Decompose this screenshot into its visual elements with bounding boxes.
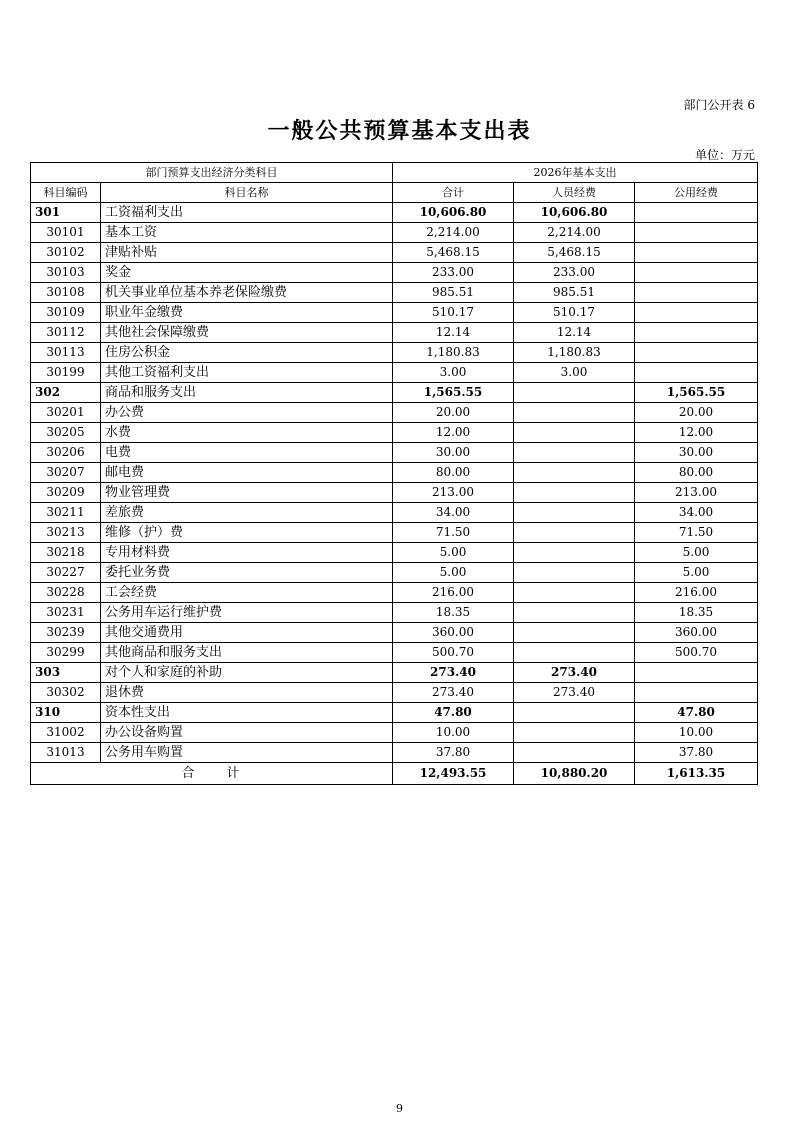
cell-total: 216.00 [393,583,514,603]
cell-public: 216.00 [635,583,758,603]
cell-personnel [514,443,635,463]
table-row [31,603,758,623]
cell-name: 邮电费 [101,463,393,483]
cell-public [635,263,758,283]
table-row [31,723,758,743]
cell-name: 其他社会保障缴费 [101,323,393,343]
cell-code: 30199 [31,363,101,383]
cell-total: 233.00 [393,263,514,283]
header-group-left: 部门预算支出经济分类科目 [31,163,393,183]
header-code: 科目编码 [31,183,101,203]
cell-total: 47.80 [393,703,514,723]
cell-code: 30113 [31,343,101,363]
header-name: 科目名称 [101,183,393,203]
cell-public: 34.00 [635,503,758,523]
cell-public: 213.00 [635,483,758,503]
table-row [31,503,758,523]
cell-total: 12.00 [393,423,514,443]
table-row [31,443,758,463]
table-row [31,563,758,583]
table-row [31,343,758,363]
cell-code: 30209 [31,483,101,503]
cell-code: 30239 [31,623,101,643]
cell-total: 273.40 [393,663,514,683]
cell-public: 47.80 [635,703,758,723]
cell-code: 30218 [31,543,101,563]
table-row [31,423,758,443]
cell-code: 30103 [31,263,101,283]
category-row [31,383,758,403]
cell-total: 10.00 [393,723,514,743]
table-body [31,163,758,785]
cell-code: 31013 [31,743,101,763]
cell-public: 500.70 [635,643,758,663]
cell-name: 奖金 [101,263,393,283]
cell-total: 213.00 [393,483,514,503]
cell-name: 差旅费 [101,503,393,523]
cell-name: 专用材料费 [101,543,393,563]
cell-code: 30227 [31,563,101,583]
cell-personnel [514,383,635,403]
cell-total: 5.00 [393,563,514,583]
cell-personnel [514,643,635,663]
cell-personnel: 273.40 [514,663,635,683]
cell-public [635,243,758,263]
cell-total: 71.50 [393,523,514,543]
cell-personnel: 5,468.15 [514,243,635,263]
table-row [31,263,758,283]
header-public: 公用经费 [635,183,758,203]
cell-name: 职业年金缴费 [101,303,393,323]
cell-total: 2,214.00 [393,223,514,243]
cell-name: 水费 [101,423,393,443]
total-row [31,763,758,785]
cell-code: 30231 [31,603,101,623]
total-total: 12,493.55 [393,763,514,785]
cell-personnel [514,483,635,503]
cell-total: 985.51 [393,283,514,303]
table-row [31,323,758,343]
table-row [31,463,758,483]
cell-personnel [514,623,635,643]
category-row [31,663,758,683]
table-number: 部门公开表 6 [683,98,755,112]
header-group-right: 2026年基本支出 [393,163,758,183]
cell-public: 30.00 [635,443,758,463]
header-group-row [31,163,758,183]
cell-code: 30108 [31,283,101,303]
cell-public: 80.00 [635,463,758,483]
cell-personnel [514,403,635,423]
cell-personnel [514,463,635,483]
cell-public [635,323,758,343]
total-personnel: 10,880.20 [514,763,635,785]
table-row [31,483,758,503]
cell-personnel [514,603,635,623]
cell-total: 1,565.55 [393,383,514,403]
cell-code: 30101 [31,223,101,243]
cell-name: 机关事业单位基本养老保险缴费 [101,283,393,303]
cell-public [635,283,758,303]
cell-public [635,343,758,363]
cell-name: 商品和服务支出 [101,383,393,403]
cell-code: 302 [31,383,101,403]
cell-personnel: 2,214.00 [514,223,635,243]
cell-personnel [514,523,635,543]
cell-code: 31002 [31,723,101,743]
cell-personnel: 10,606.80 [514,203,635,223]
cell-name: 电费 [101,443,393,463]
cell-code: 30211 [31,503,101,523]
cell-total: 10,606.80 [393,203,514,223]
cell-code: 30201 [31,403,101,423]
cell-name: 对个人和家庭的补助 [101,663,393,683]
total-label: 合 计 [31,763,393,785]
cell-public: 20.00 [635,403,758,423]
cell-public [635,363,758,383]
cell-total: 5.00 [393,543,514,563]
cell-personnel: 273.40 [514,683,635,703]
cell-personnel: 233.00 [514,263,635,283]
cell-personnel [514,563,635,583]
cell-name: 维修（护）费 [101,523,393,543]
table-row [31,583,758,603]
cell-code: 30213 [31,523,101,543]
cell-name: 基本工资 [101,223,393,243]
cell-code: 30302 [31,683,101,703]
cell-name: 办公设备购置 [101,723,393,743]
cell-personnel: 12.14 [514,323,635,343]
cell-public: 360.00 [635,623,758,643]
cell-public: 18.35 [635,603,758,623]
cell-total: 30.00 [393,443,514,463]
cell-total: 3.00 [393,363,514,383]
header-personnel: 人员经费 [514,183,635,203]
cell-personnel [514,583,635,603]
cell-personnel [514,703,635,723]
budget-table [30,162,758,785]
table-row [31,303,758,323]
cell-total: 20.00 [393,403,514,423]
cell-public [635,683,758,703]
cell-total: 5,468.15 [393,243,514,263]
table-row [31,243,758,263]
cell-name: 工会经费 [101,583,393,603]
cell-code: 30112 [31,323,101,343]
cell-personnel [514,423,635,443]
cell-personnel: 3.00 [514,363,635,383]
category-row [31,703,758,723]
table-row [31,283,758,303]
cell-name: 委托业务费 [101,563,393,583]
cell-name: 公务用车运行维护费 [101,603,393,623]
cell-name: 住房公积金 [101,343,393,363]
cell-code: 30205 [31,423,101,443]
cell-code: 303 [31,663,101,683]
cell-code: 301 [31,203,101,223]
table-row [31,363,758,383]
cell-total: 273.40 [393,683,514,703]
cell-name: 其他交通费用 [101,623,393,643]
cell-personnel [514,743,635,763]
cell-total: 80.00 [393,463,514,483]
cell-public: 5.00 [635,563,758,583]
cell-total: 510.17 [393,303,514,323]
cell-total: 360.00 [393,623,514,643]
cell-public [635,303,758,323]
table-row [31,523,758,543]
table-row [31,543,758,563]
table-row [31,643,758,663]
cell-name: 物业管理费 [101,483,393,503]
page-number: 9 [396,1102,403,1115]
cell-code: 30206 [31,443,101,463]
cell-personnel: 510.17 [514,303,635,323]
cell-code: 30109 [31,303,101,323]
unit-label: 单位：万元 [694,148,755,162]
cell-public: 10.00 [635,723,758,743]
cell-name: 其他商品和服务支出 [101,643,393,663]
header-total: 合计 [393,183,514,203]
cell-public: 37.80 [635,743,758,763]
total-public: 1,613.35 [635,763,758,785]
table-row [31,223,758,243]
cell-name: 资本性支出 [101,703,393,723]
cell-personnel [514,723,635,743]
table-row [31,403,758,423]
cell-name: 津贴补贴 [101,243,393,263]
cell-name: 办公费 [101,403,393,423]
cell-personnel: 985.51 [514,283,635,303]
cell-total: 12.14 [393,323,514,343]
cell-code: 30102 [31,243,101,263]
cell-public: 71.50 [635,523,758,543]
cell-code: 310 [31,703,101,723]
table-row [31,623,758,643]
cell-total: 500.70 [393,643,514,663]
cell-personnel [514,543,635,563]
cell-public [635,663,758,683]
cell-public: 12.00 [635,423,758,443]
cell-total: 18.35 [393,603,514,623]
cell-name: 退休费 [101,683,393,703]
cell-total: 37.80 [393,743,514,763]
cell-code: 30207 [31,463,101,483]
cell-code: 30228 [31,583,101,603]
cell-name: 其他工资福利支出 [101,363,393,383]
table-row [31,683,758,703]
cell-code: 30299 [31,643,101,663]
cell-public: 5.00 [635,543,758,563]
cell-total: 34.00 [393,503,514,523]
cell-name: 公务用车购置 [101,743,393,763]
cell-public [635,223,758,243]
cell-name: 工资福利支出 [101,203,393,223]
header-column-row [31,183,758,203]
cell-personnel: 1,180.83 [514,343,635,363]
table-row [31,743,758,763]
cell-personnel [514,503,635,523]
cell-public [635,203,758,223]
page-title: 一般公共预算基本支出表 [267,118,532,144]
cell-total: 1,180.83 [393,343,514,363]
cell-public: 1,565.55 [635,383,758,403]
category-row [31,203,758,223]
